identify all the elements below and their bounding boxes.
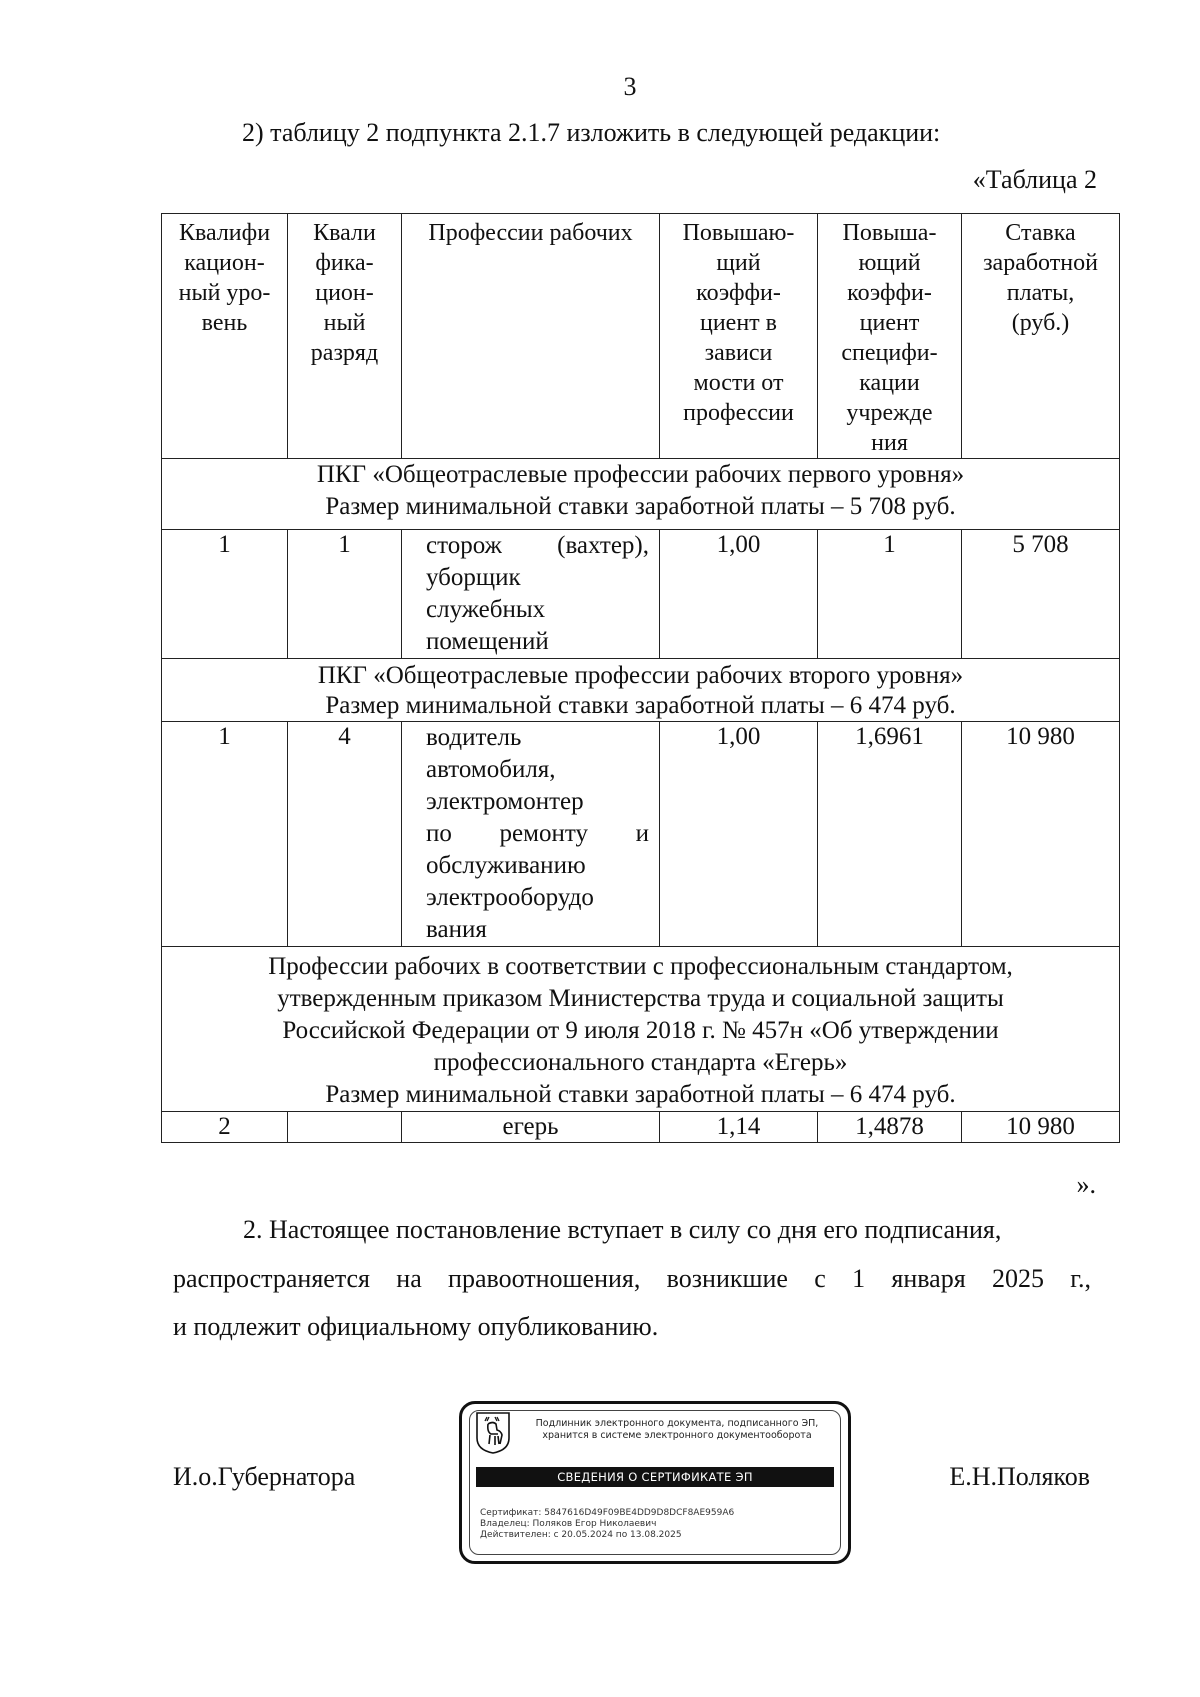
section-line: Профессии рабочих в соответствии с профессиональным стандартом, [268,953,1013,980]
section-min-rate: Размер минимальной ставки заработной платы – 6 474 руб. [325,1081,956,1108]
cell-level: 2 [162,1112,288,1143]
signer-role: И.о.Губернатора [173,1462,356,1491]
table-row [162,1112,1120,1143]
paragraph-line-3: и подлежит официальному опубликованию. [173,1312,659,1341]
cell-grade [288,1112,402,1143]
cell-level: 1 [162,530,288,659]
section-row-standard [162,947,1120,1112]
table-label: «Таблица 2 [972,165,1097,194]
cell-grade: 1 [288,530,402,659]
section-row-first-level [162,459,1120,530]
table-row [162,530,1120,659]
cell-coef-institution: 1 [818,530,962,659]
header-coef-institution: Повыша- ющий коэффи- циент специфи- кации учрежде ния [818,214,962,459]
section-min-rate: Размер минимальной ставки заработной платы – 5 708 руб. [325,493,956,520]
header-wage-rate: Ставка заработной платы, (руб.) [962,214,1120,459]
certificate-owner: Владелец: Поляков Егор Николаевич [480,1519,657,1529]
e-signature-stamp [459,1401,851,1564]
cell-coef-profession: 1,14 [660,1112,818,1143]
cell-coef-profession: 1,00 [660,722,818,947]
cell-profession: водитель автомобиля, электромонтер по ремонту и обслуживанию электрооборудо вания [402,722,660,947]
section-title: ПКГ «Общеотраслевые профессии рабочих второго уровня» [317,662,964,689]
wage-table [161,213,1120,1143]
cell-coef-institution: 1,4878 [818,1112,962,1143]
header-professions: Профессии рабочих [402,214,660,459]
section-row-second-level [162,659,1120,722]
section-title: ПКГ «Общеотраслевые профессии рабочих первого уровня» [316,461,965,488]
cell-coef-institution: 1,6961 [818,722,962,947]
cell-grade: 4 [288,722,402,947]
cell-rate: 5 708 [962,530,1120,659]
cell-rate: 10 980 [962,1112,1120,1143]
certificate-number: Сертификат: 5847616D49F09BE4DD9D8DCF8AE959A6 [480,1508,735,1518]
section-min-rate: Размер минимальной ставки заработной платы – 6 474 руб. [325,692,956,719]
header-qual-level: Квалифи кацион- ный уро- вень [162,214,288,459]
paragraph-line-2: распространяется на правоотношения, возникшие с 1 января 2025 г., [173,1264,1091,1293]
paragraph-line-1: 2. Настоящее постановление вступает в силу со дня его подписания, [243,1215,1002,1244]
signer-name: Е.Н.Поляков [949,1462,1090,1491]
cell-profession: сторож (вахтер), уборщик служебных помещений [402,530,660,659]
intro-text: 2) таблицу 2 подпункта 2.1.7 изложить в следующей редакции: [242,118,941,147]
stamp-certificate-info [480,1508,734,1541]
cell-profession: егерь [402,1112,660,1143]
section-line: Российской Федерации от 9 июля 2018 г. № 457н «Об утверждении [282,1017,999,1044]
certificate-validity: Действителен: с 20.05.2024 по 13.08.2025 [480,1530,682,1540]
section-line: утвержденным приказом Министерства труда и социальной защиты [277,985,1004,1012]
cell-level: 1 [162,722,288,947]
stamp-title-bar: СВЕДЕНИЯ О СЕРТИФИКАТЕ ЭП [476,1467,834,1487]
table-header-row [162,214,1120,459]
header-coef-profession: Повышаю- щий коэффи- циент в зависи мости от профессии [660,214,818,459]
cell-rate: 10 980 [962,722,1120,947]
header-qual-grade: Квали фика- цион- ный разряд [288,214,402,459]
cell-coef-profession: 1,00 [660,530,818,659]
page-number: 3 [623,72,637,101]
table-row [162,722,1120,947]
stamp-caption: Подлинник электронного документа, подписанного ЭП, хранится в системе электронного документооборота [535,1418,819,1441]
section-line: профессионального стандарта «Егерь» [433,1049,848,1076]
coat-of-arms-icon [476,1412,510,1454]
closing-quote: ». [1076,1170,1096,1199]
